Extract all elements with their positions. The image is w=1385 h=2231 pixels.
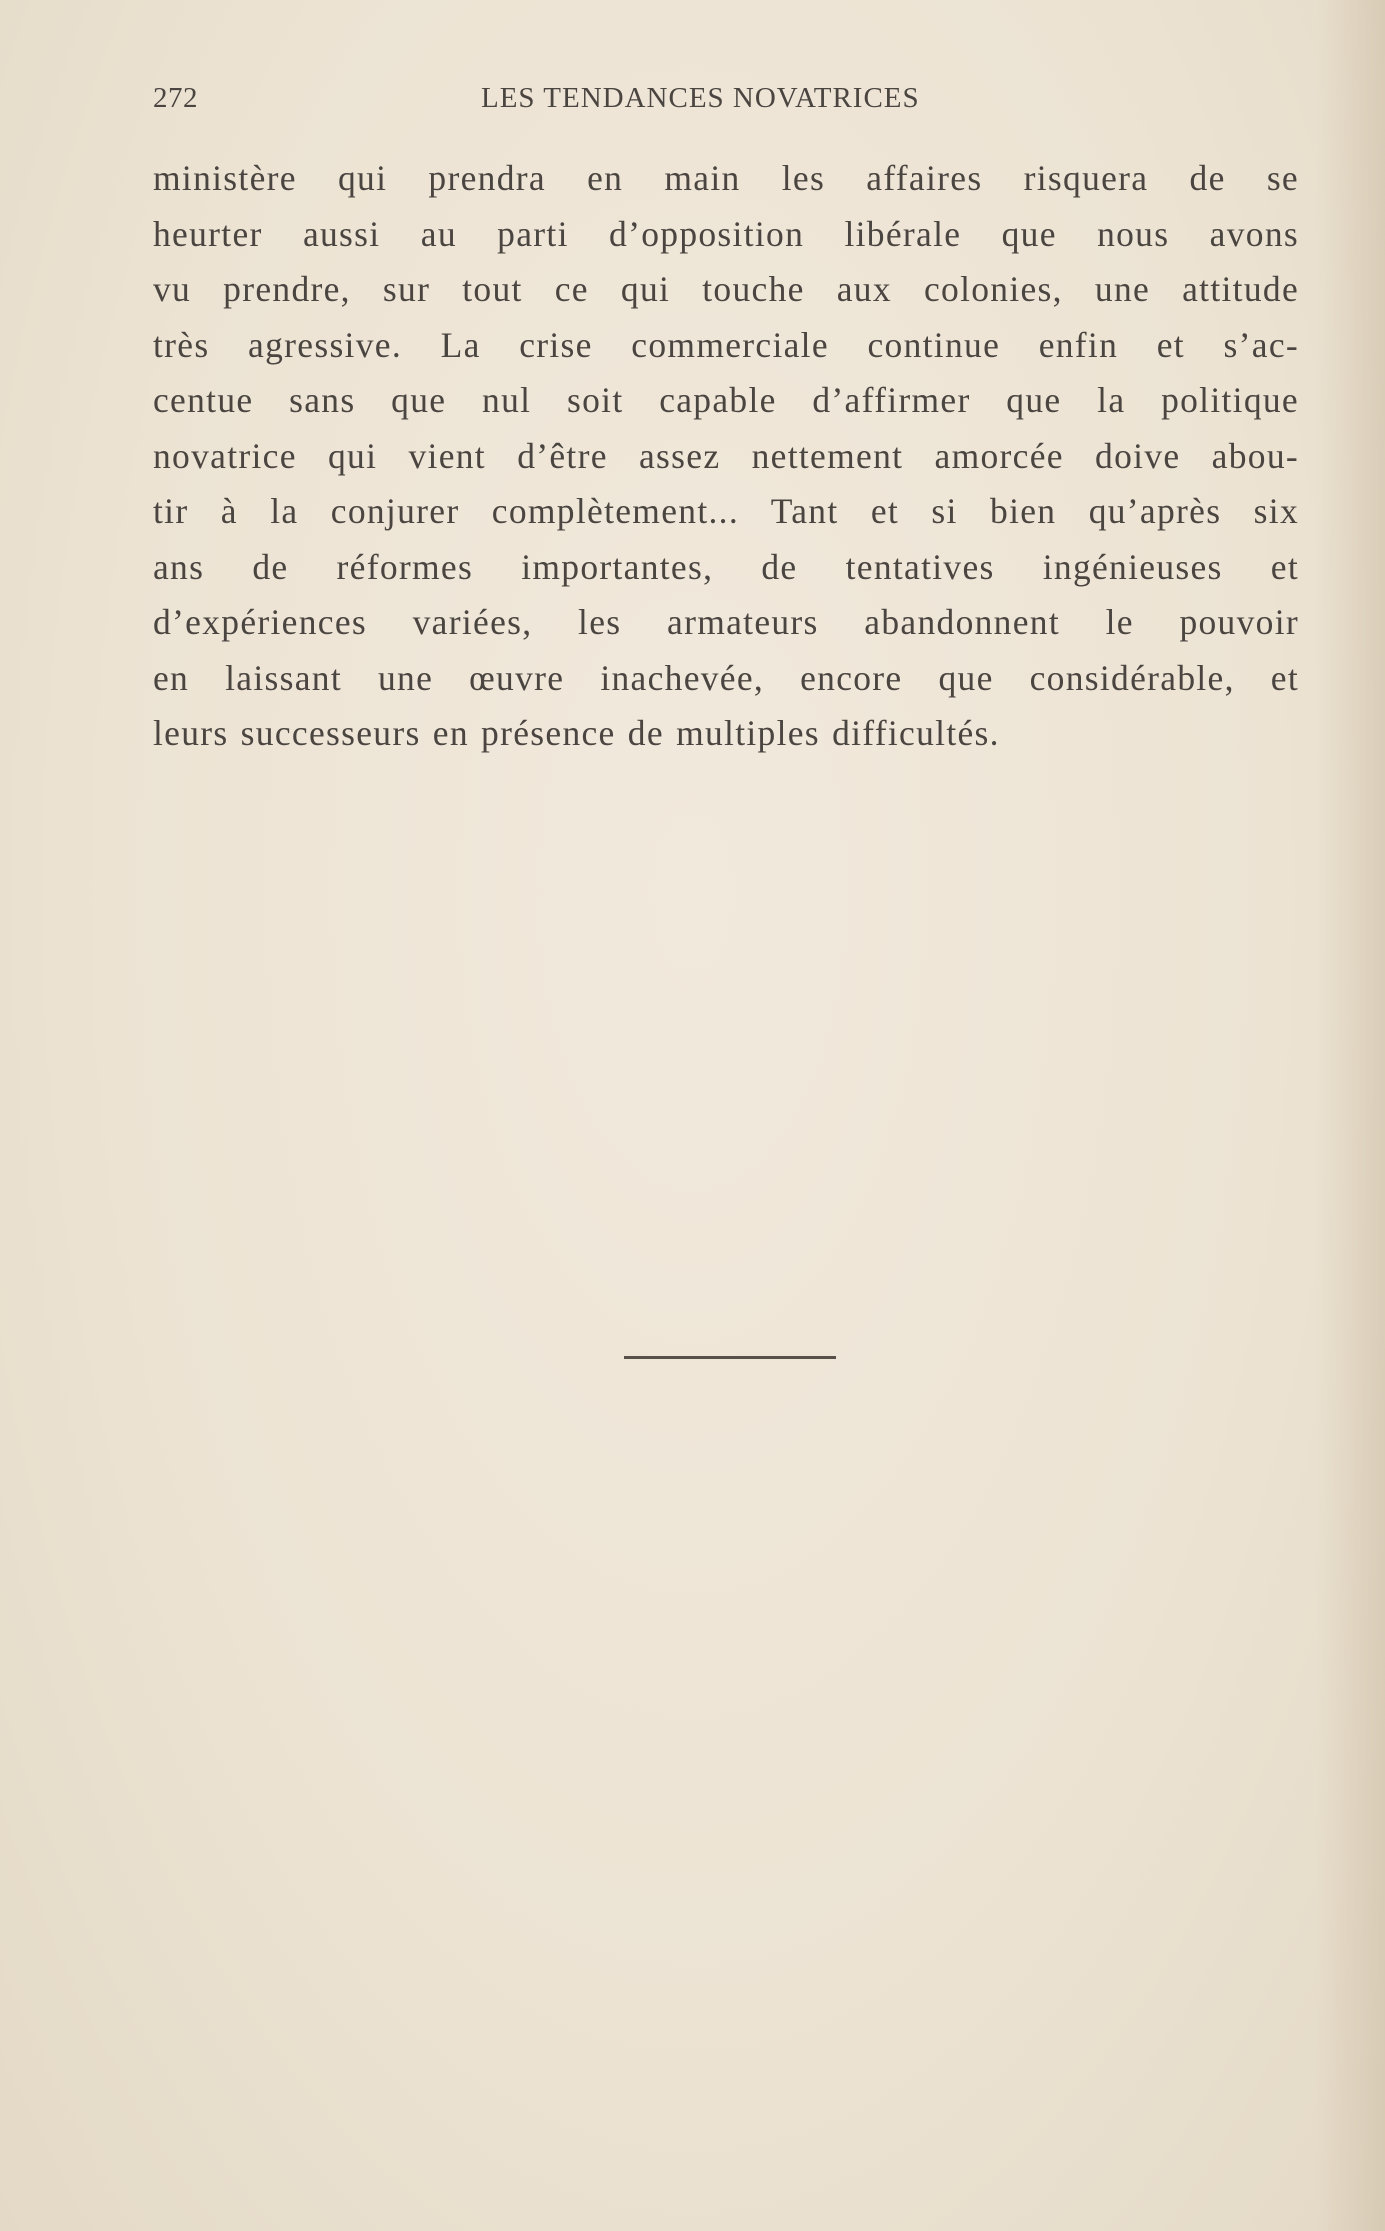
text-line: vu prendre, sur tout ce qui touche aux colonies, une attitude bbox=[153, 269, 1299, 309]
page-number: 272 bbox=[153, 82, 198, 114]
text-line: très agressive. La crise commerciale continue enfin et s’ac- bbox=[153, 324, 1299, 365]
text-line: d’expériences variées, les armateurs abandonnent le pouvoir bbox=[153, 602, 1299, 642]
text-line: tir à la conjurer complètement... Tant et si bien qu’après six bbox=[153, 491, 1299, 531]
body-paragraph bbox=[153, 151, 1299, 762]
text-line: en laissant une œuvre inachevée, encore que considérable, et bbox=[153, 657, 1299, 698]
page-edge-shadow bbox=[1315, 0, 1385, 2231]
text-line: heurter aussi au parti d’opposition libérale que nous avons bbox=[153, 213, 1299, 254]
text-line: leurs successeurs en présence de multiples difficultés. bbox=[153, 713, 1000, 753]
text-line: centue sans que nul soit capable d’affirmer que la politique bbox=[153, 380, 1299, 420]
running-head bbox=[153, 82, 1303, 122]
running-title: LES TENDANCES NOVATRICES bbox=[481, 82, 920, 114]
text-line: ans de réformes importantes, de tentatives ingénieuses et bbox=[153, 546, 1299, 587]
text-line: ministère qui prendra en main les affaires risquera de se bbox=[153, 158, 1299, 198]
end-of-chapter-rule bbox=[624, 1356, 836, 1359]
text-line: novatrice qui vient d’être assez nettement amorcée doive abou- bbox=[153, 435, 1299, 476]
